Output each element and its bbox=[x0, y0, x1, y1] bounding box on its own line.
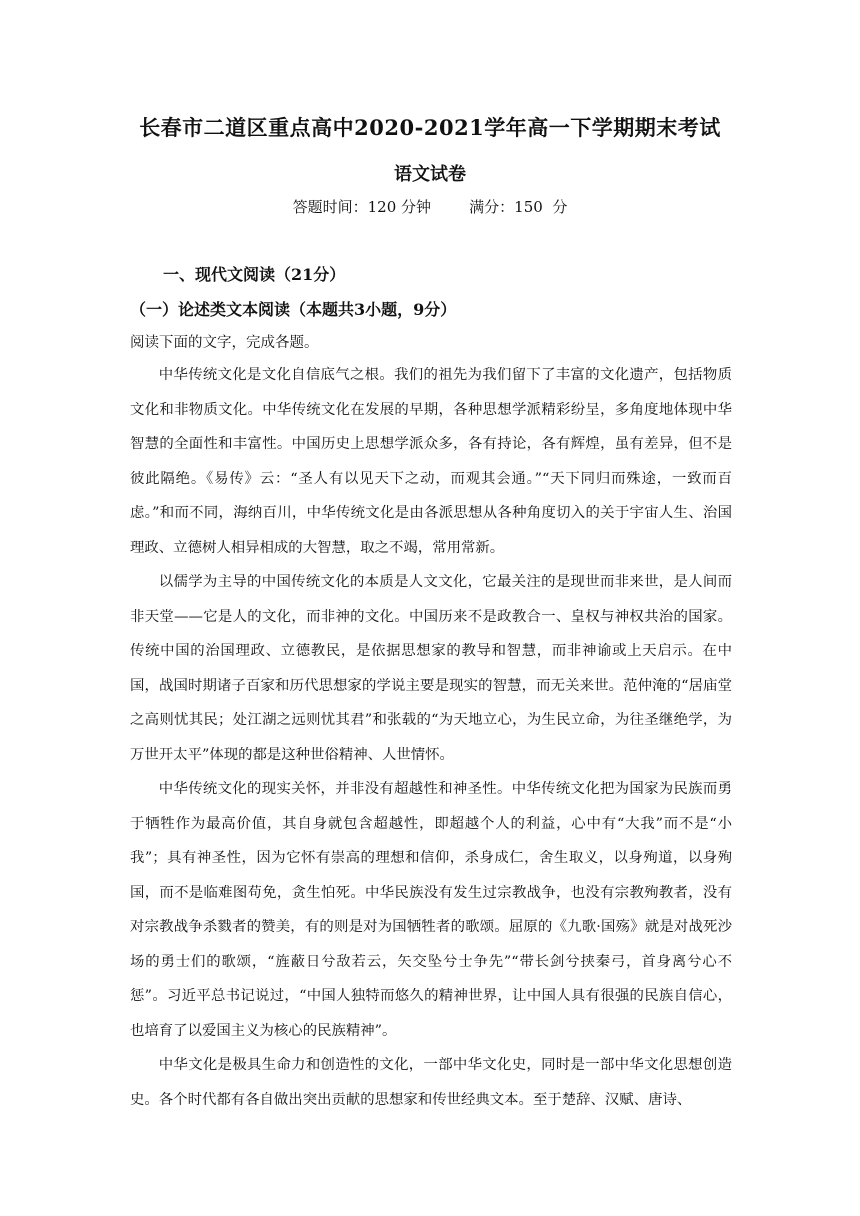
passage-paragraph: 中华传统文化的现实关怀，并非没有超越性和神圣性。中华传统文化把为国家为民族而勇于牺牲作为最高价值，其自身就包含超越性，即超越个人的利益，心中有“大我”而不是“小我”；具有神圣性，因为它怀有崇高的理想和信仰，杀身成仁，舍生取义，以身殉道，以身殉国，而不是临难图苟免，贪生怕死。中华民族没有发生过宗教战争，也没有宗教殉教者，没有对宗教战争杀戮者的赞美，有的则是对为国牺牲者的歌颂。屈原的《九歌·国殇》就是对战死沙场的勇士们的歌颂，“旌蔽日兮敌若云，矢交坠兮士争先”“带长剑兮挟秦弓，首身离兮心不惩”。习近平总书记说过，“中国人独特而悠久的精神世界，让中国人具有很强的民族自信心，也培育了以爱国主义为核心的民族精神”。 bbox=[130, 781, 732, 1039]
section-heading: 一、现代文阅读（21分） bbox=[163, 265, 346, 284]
exam-subtitle: 语文试卷 bbox=[394, 164, 466, 185]
passage-paragraph: 中华文化是极具生命力和创造性的文化，一部中华文化史，同时是一部中华文化思想创造史。各个时代都有各自做出突出贡献的思想家和传世经典文本。至于楚辞、汉赋、唐诗、 bbox=[130, 1057, 732, 1108]
passage-paragraph: 中华传统文化是文化自信底气之根。我们的祖先为我们留下了丰富的文化遗产，包括物质文化和非物质文化。中华传统文化在发展的早期，各种思想学派精彩纷呈，多角度地体现中华智慧的全面性和丰富性。中国历史上思想学派众多，各有持论，各有辉煌，虽有差异，但不是彼此隔绝。《易传》云：“圣人有以见天下之动，而观其会通。”“天下同归而殊途，一致而百虑。”和而不同，海纳百川，中华传统文化是由各派思想从各种角度切入的关于宇宙人生、治国理政、立德树人相异相成的大智慧，取之不竭，常用常新。 bbox=[130, 367, 732, 556]
reading-passage bbox=[130, 358, 732, 1117]
exam-time-and-score: 答题时间：120 分钟 满分：150 分 bbox=[292, 198, 568, 216]
exam-title: 长春市二道区重点高中2020-2021学年高一下学期期末考试 bbox=[139, 115, 721, 140]
reading-instruction: 阅读下面的文字，完成各题。 bbox=[130, 335, 319, 351]
subsection-heading: （一）论述类文本阅读（本题共3小题，9分） bbox=[130, 300, 457, 319]
passage-paragraph: 以儒学为主导的中国传统文化的本质是人文文化，它最关注的是现世而非来世，是人间而非天堂——它是人的文化，而非神的文化。中国历来不是政教合一、皇权与神权共治的国家。传统中国的治国理政、立德教民，是依据思想家的教导和智慧，而非神谕或上天启示。在中国，战国时期诸子百家和历代思想家的学说主要是现实的智慧，而无关来世。范仲淹的“居庙堂之高则忧其民；处江湖之远则忧其君”和张载的“为天地立心，为生民立命，为往圣继绝学，为万世开太平”体现的都是这种世俗精神、人世情怀。 bbox=[130, 574, 732, 763]
